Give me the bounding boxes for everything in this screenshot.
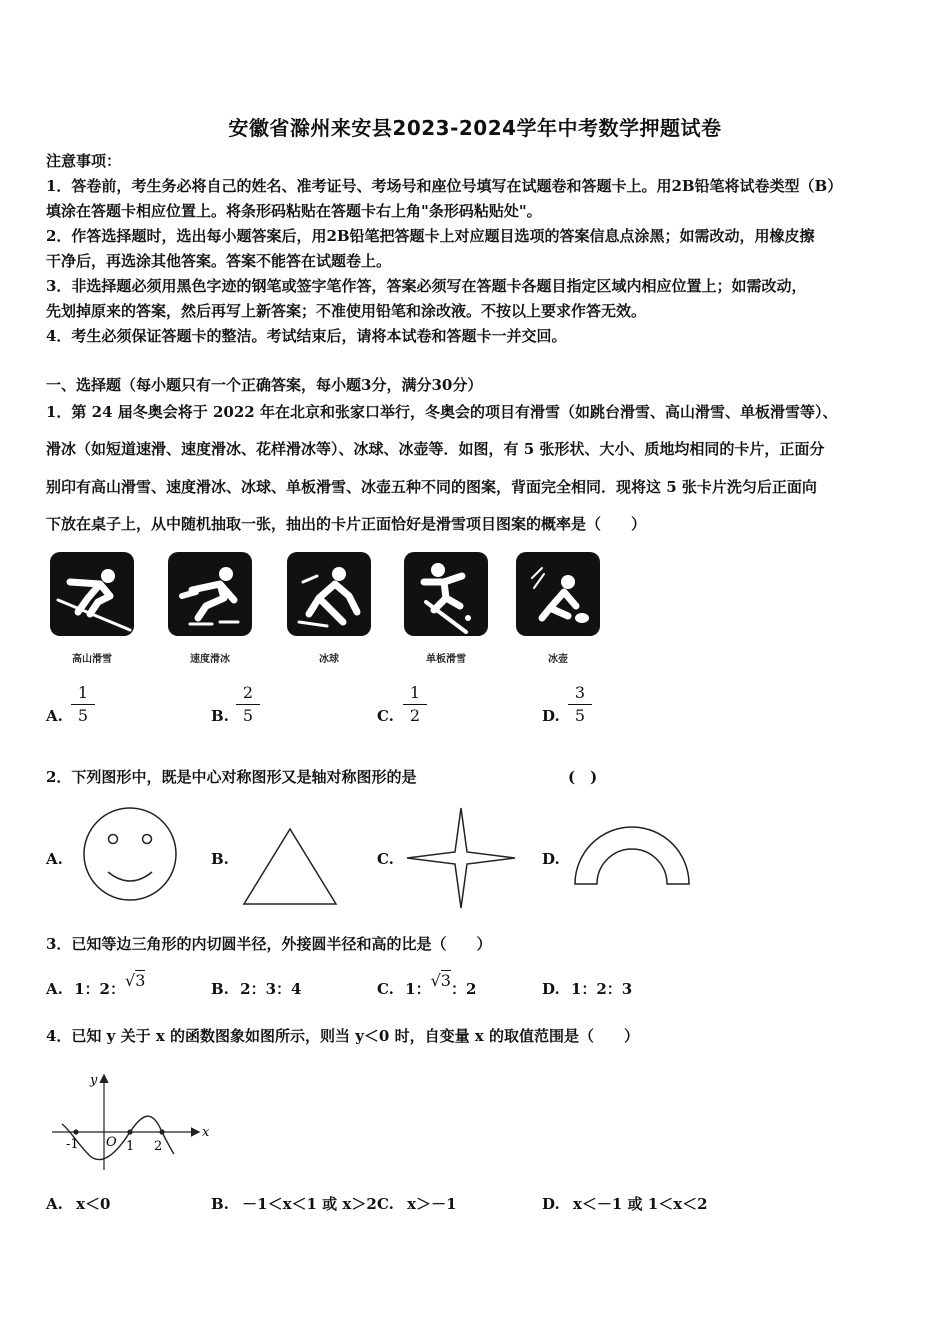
four-point-star-figure [405,806,517,910]
sqrt-expression: √3 [430,971,451,990]
notice-line: 先划掉原来的答案，然后再写上新答案；不准使用铅笔和涂改液。不按以上要求作答无效。 [46,302,647,320]
denominator: 5 [242,706,254,725]
sqrt-expression: √3 [124,971,146,990]
origin-label: O [106,1135,117,1150]
tick-label: 2 [154,1139,163,1154]
question-1-line: 下放在桌子上，从中随机抽取一张，抽出的卡片正面恰好是滑雪项目图案的概率是（ ） [46,515,647,533]
root-point [73,1129,78,1134]
question-2-paren: ( ) [568,768,598,786]
numerator: 1 [409,683,421,702]
option-d[interactable]: D. 1：2：3 [542,980,633,998]
speed-skating-card [168,552,252,636]
card-caption: 冰壶 [548,654,568,665]
snowboarding-icon [404,552,488,636]
question-4-text: 4．已知 y 关于 x 的函数图象如图所示，则当 y＜0 时，自变量 x 的取值范围是（ ） [46,1027,639,1045]
option-b-label[interactable]: B. [211,707,229,725]
notice-line: 1．答卷前，考生务必将自己的姓名、准考证号、考场号和座位号填写在试题卷和答题卡上。用2B铅笔将试卷类型（B） [46,177,843,195]
option-c[interactable]: C. 1：√3：2 [377,971,477,998]
alpine-skiing-card [50,552,134,636]
option-d-label[interactable]: D. [542,850,560,868]
speed-skating-icon [168,552,252,636]
curling-icon [516,552,600,636]
option-c-label[interactable]: C. [377,850,394,868]
option-label: A. [46,980,63,998]
notice-line: 3．非选择题必须用黑色字迹的钢笔或签字笔作答，答案必须写在答题卡各题目指定区域内相应位置上；如需改动， [46,277,807,295]
section-heading: 一、选择题（每小题只有一个正确答案，每小题3分，满分30分） [46,376,483,394]
tick-label: -1 [66,1137,79,1152]
option-c-label[interactable]: C. [377,707,394,725]
card-caption: 单板滑雪 [426,654,466,665]
semicircular-arch-figure [572,820,692,888]
option-d-label[interactable]: D. [542,707,560,725]
denominator: 5 [574,706,586,725]
tick-label: 1 [126,1139,135,1154]
x-axis-label: x [202,1125,210,1140]
function-graph [48,1070,218,1180]
curling-card [516,552,600,636]
smiley-face-figure [78,802,182,906]
option-b[interactable]: B. －1＜x＜1 或 x＞2 [211,1195,377,1213]
denominator: 5 [77,706,89,725]
notice-line: 2．作答选择题时，选出每小题答案后，用2B铅笔把答题卡上对应题目选项的答案信息点涂黑；如需改动，用橡皮擦 [46,227,815,245]
option-c[interactable]: C. x＞－1 [377,1195,457,1213]
numerator: 2 [242,683,254,702]
question-1-line: 别印有高山滑雪、速度滑冰、冰球、单板滑雪、冰壶五种不同的图案，背面完全相同．现将这 5 张卡片洗匀后正面向 [46,478,817,496]
option-a-fraction [71,683,95,726]
ice-hockey-icon [287,552,371,636]
card-caption: 速度滑冰 [190,654,230,665]
snowboarding-card [404,552,488,636]
option-label: B. [211,980,229,998]
option-label: B. [211,1195,229,1213]
question-3-text: 3．已知等边三角形的内切圆半径，外接圆半径和高的比是（ ） [46,935,492,953]
ice-hockey-card [287,552,371,636]
notice-line: 干净后，再选涂其他答案。答案不能答在试题卷上。 [46,252,392,270]
option-b-fraction [236,683,260,726]
notice-line: 4．考生必须保证答题卡的整洁。考试结束后，请将本试卷和答题卡一并交回。 [46,327,567,345]
card-caption: 高山滑雪 [72,654,112,665]
option-label: C. [377,980,394,998]
option-d[interactable]: D. x＜－1 或 1＜x＜2 [542,1195,708,1213]
question-2-text: 2．下列图形中，既是中心对称图形又是轴对称图形的是 [46,768,417,786]
numerator: 1 [77,683,89,702]
option-label: C. [377,1195,394,1213]
question-1-line: 滑冰（如短道速滑、速度滑冰、花样滑冰等）、冰球、冰壶等．如图，有 5 张形状、大小、质地均相同的卡片，正面分 [46,440,825,458]
denominator: 2 [409,706,421,725]
option-d-fraction [568,683,592,726]
triangle-figure [240,826,340,908]
option-a[interactable]: A. 1：2：√3 [46,971,146,998]
option-label: D. [542,980,560,998]
option-a-label[interactable]: A. [46,707,63,725]
root-point [127,1129,132,1134]
option-label: D. [542,1195,560,1213]
numerator: 3 [574,683,586,702]
option-b[interactable]: B. 2：3：4 [211,980,302,998]
y-axis-label: y [90,1073,98,1088]
option-a-label[interactable]: A. [46,850,63,868]
card-caption: 冰球 [319,654,339,665]
option-label: A. [46,1195,63,1213]
option-c-fraction [403,683,427,726]
notice-line: 填涂在答题卡相应位置上。将条形码粘贴在答题卡右上角"条形码粘贴处"。 [46,202,542,220]
root-point [159,1129,164,1134]
question-1-line: 1．第 24 届冬奥会将于 2022 年在北京和张家口举行，冬奥会的项目有滑雪（如跳台滑雪、高山滑雪、单板滑雪等）、 [46,403,838,421]
option-b-label[interactable]: B. [211,850,229,868]
page-title: 安徽省滁州来安县2023-2024学年中考数学押题试卷 [228,116,722,140]
option-a[interactable]: A. x＜0 [46,1195,111,1213]
notice-heading: 注意事项： [46,152,122,170]
alpine-skiing-icon [50,552,134,636]
